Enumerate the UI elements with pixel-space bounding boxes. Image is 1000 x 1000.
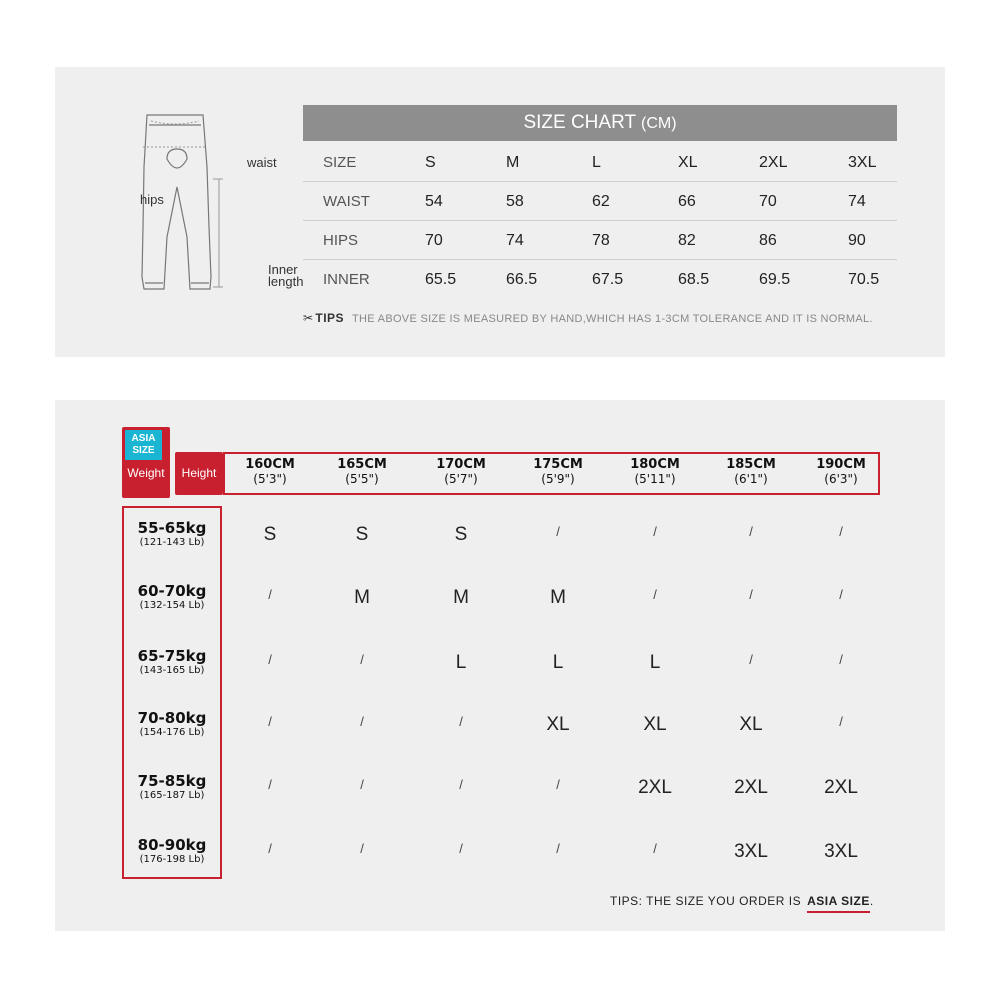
size-cell: 2XL bbox=[759, 154, 788, 171]
weight-lb: (143-165 Lb) bbox=[139, 665, 205, 676]
grid-cell-empty: / bbox=[653, 524, 657, 539]
grid-cell-empty: / bbox=[268, 587, 272, 602]
height-col-header bbox=[711, 457, 791, 487]
grid-cell-empty: / bbox=[653, 587, 657, 602]
grid-cell-size: 3XL bbox=[824, 841, 858, 862]
hips-label: hips bbox=[140, 192, 164, 207]
weight-row-header bbox=[124, 583, 220, 612]
height-cm: 180CM bbox=[630, 457, 680, 472]
grid-cell-empty: / bbox=[556, 841, 560, 856]
size-row-label: SIZE bbox=[323, 154, 357, 171]
size-chart-title-text: SIZE CHART bbox=[523, 112, 636, 133]
grid-cell-empty: / bbox=[268, 652, 272, 667]
size-chart-unit: (CM) bbox=[641, 115, 677, 132]
size-cell: 69.5 bbox=[759, 271, 791, 288]
height-col-header bbox=[518, 457, 598, 487]
weight-column bbox=[122, 506, 222, 879]
grid-cell-size: L bbox=[552, 652, 564, 673]
size-row-waist bbox=[303, 182, 897, 221]
height-col-header bbox=[801, 457, 881, 487]
weight-lb: (121-143 Lb) bbox=[139, 537, 205, 548]
tips-text: THE ABOVE SIZE IS MEASURED BY HAND,WHICH HAS 1-3CM TOLERANCE AND IT IS NORMAL. bbox=[352, 313, 873, 325]
size-cell: 70.5 bbox=[848, 271, 880, 288]
size-row-inner bbox=[303, 260, 897, 299]
weight-row-header bbox=[124, 648, 220, 677]
grid-cell-empty: / bbox=[268, 841, 272, 856]
height-header-row bbox=[223, 452, 880, 495]
height-ft: (6'3") bbox=[824, 472, 858, 486]
weight-kg: 60-70kg bbox=[137, 582, 207, 600]
asia-size-tip bbox=[610, 894, 874, 908]
size-row-label: HIPS bbox=[323, 232, 359, 249]
size-row-label: WAIST bbox=[323, 193, 370, 210]
grid-cell-size: XL bbox=[546, 714, 570, 735]
size-cell: 82 bbox=[678, 232, 696, 249]
size-cell: 65.5 bbox=[425, 271, 457, 288]
grid-cell-empty: / bbox=[360, 652, 364, 667]
grid-cell-size: XL bbox=[643, 714, 667, 735]
weight-kg: 55-65kg bbox=[137, 519, 207, 537]
size-cell: 67.5 bbox=[592, 271, 624, 288]
height-cm: 170CM bbox=[436, 457, 486, 472]
size-row-hips bbox=[303, 221, 897, 260]
height-ft: (5'7") bbox=[444, 472, 478, 486]
grid-cell-size: L bbox=[649, 652, 661, 673]
asia-size-tag: ASIA SIZE bbox=[125, 430, 162, 460]
height-col-header bbox=[421, 457, 501, 487]
grid-cell-size: L bbox=[455, 652, 467, 673]
size-chart-panel bbox=[55, 67, 945, 357]
weight-kg: 80-90kg bbox=[137, 836, 207, 854]
waist-label: waist bbox=[247, 155, 277, 170]
grid-cell-empty: / bbox=[839, 587, 843, 602]
grid-cell-empty: / bbox=[360, 714, 364, 729]
size-cell: 70 bbox=[759, 193, 777, 210]
size-cell: 68.5 bbox=[678, 271, 710, 288]
height-ft: (5'5") bbox=[345, 472, 379, 486]
size-cell: 66 bbox=[678, 193, 696, 210]
size-cell: 58 bbox=[506, 193, 524, 210]
size-cell: 90 bbox=[848, 232, 866, 249]
weight-row-header bbox=[124, 710, 220, 739]
grid-cell-empty: / bbox=[556, 524, 560, 539]
weight-lb: (132-154 Lb) bbox=[139, 600, 205, 611]
size-cell: 3XL bbox=[848, 154, 877, 171]
weight-header bbox=[122, 427, 170, 498]
grid-cell-size: S bbox=[355, 524, 369, 545]
weight-kg: 75-85kg bbox=[137, 772, 207, 790]
grid-cell-empty: / bbox=[360, 777, 364, 792]
size-cell: 66.5 bbox=[506, 271, 538, 288]
tips-heading: TIPS bbox=[315, 311, 345, 325]
grid-cell-empty: / bbox=[459, 714, 463, 729]
grid-cell-empty: / bbox=[749, 524, 753, 539]
grid-cell-empty: / bbox=[268, 714, 272, 729]
grid-cell-empty: / bbox=[839, 652, 843, 667]
height-col-header bbox=[615, 457, 695, 487]
size-row-size bbox=[303, 143, 897, 182]
height-cm: 185CM bbox=[726, 457, 776, 472]
weight-lb: (154-176 Lb) bbox=[139, 727, 205, 738]
size-cell: S bbox=[425, 154, 436, 171]
grid-cell-size: 3XL bbox=[734, 841, 768, 862]
grid-cell-size: M bbox=[550, 587, 566, 608]
size-cell: 74 bbox=[848, 193, 866, 210]
weight-row-header bbox=[124, 837, 220, 866]
size-cell: 86 bbox=[759, 232, 777, 249]
height-ft: (5'9") bbox=[541, 472, 575, 486]
weight-row-header bbox=[124, 773, 220, 802]
weight-lb: (176-198 Lb) bbox=[139, 854, 205, 865]
grid-cell-size: M bbox=[354, 587, 370, 608]
pants-outline-icon bbox=[95, 107, 295, 307]
size-cell: XL bbox=[678, 154, 698, 171]
asia-tip-prefix: TIPS: THE SIZE YOU ORDER IS bbox=[610, 894, 802, 908]
grid-cell-size: 2XL bbox=[734, 777, 768, 798]
grid-cell-size: 2XL bbox=[638, 777, 672, 798]
height-ft: (5'3") bbox=[253, 472, 287, 486]
grid-cell-empty: / bbox=[268, 777, 272, 792]
weight-label: Weight bbox=[127, 466, 165, 480]
size-cell: 70 bbox=[425, 232, 443, 249]
size-cell: L bbox=[592, 154, 601, 171]
size-cell: 78 bbox=[592, 232, 610, 249]
grid-cell-size: M bbox=[453, 587, 469, 608]
height-cm: 160CM bbox=[245, 457, 295, 472]
weight-lb: (165-187 Lb) bbox=[139, 790, 205, 801]
grid-cell-empty: / bbox=[653, 841, 657, 856]
size-cell: 74 bbox=[506, 232, 524, 249]
height-cm: 175CM bbox=[533, 457, 583, 472]
size-cell: 54 bbox=[425, 193, 443, 210]
grid-cell-size: 2XL bbox=[824, 777, 858, 798]
grid-cell-size: S bbox=[263, 524, 277, 545]
size-cell: M bbox=[506, 154, 520, 171]
size-table bbox=[303, 143, 897, 299]
grid-cell-empty: / bbox=[360, 841, 364, 856]
size-row-label: INNER bbox=[323, 271, 370, 288]
grid-cell-empty: / bbox=[839, 714, 843, 729]
height-col-header bbox=[322, 457, 402, 487]
grid-cell-empty: / bbox=[556, 777, 560, 792]
asia-size-panel bbox=[55, 400, 945, 931]
inner-length-label: Inner length bbox=[268, 262, 304, 289]
grid-cell-size: XL bbox=[739, 714, 763, 735]
grid-cell-size: S bbox=[454, 524, 468, 545]
grid-cell-empty: / bbox=[749, 652, 753, 667]
height-cm: 190CM bbox=[816, 457, 866, 472]
height-label: Height bbox=[175, 452, 223, 495]
height-ft: (6'1") bbox=[734, 472, 768, 486]
weight-kg: 65-75kg bbox=[137, 647, 207, 665]
asia-tip-suffix: . bbox=[869, 894, 874, 908]
grid-cell-empty: / bbox=[459, 841, 463, 856]
height-ft: (5'11") bbox=[634, 472, 676, 486]
grid-cell-empty: / bbox=[839, 524, 843, 539]
size-chart-title bbox=[303, 105, 897, 141]
grid-cell-empty: / bbox=[459, 777, 463, 792]
size-cell: 62 bbox=[592, 193, 610, 210]
asia-tip-emphasis: ASIA SIZE bbox=[807, 894, 870, 913]
height-cm: 165CM bbox=[337, 457, 387, 472]
pants-diagram bbox=[95, 107, 304, 307]
tips-note bbox=[303, 311, 873, 325]
weight-row-header bbox=[124, 520, 220, 549]
scissors-icon: ✂ bbox=[303, 311, 314, 325]
grid-cell-empty: / bbox=[749, 587, 753, 602]
weight-kg: 70-80kg bbox=[137, 709, 207, 727]
height-col-header bbox=[230, 457, 310, 487]
